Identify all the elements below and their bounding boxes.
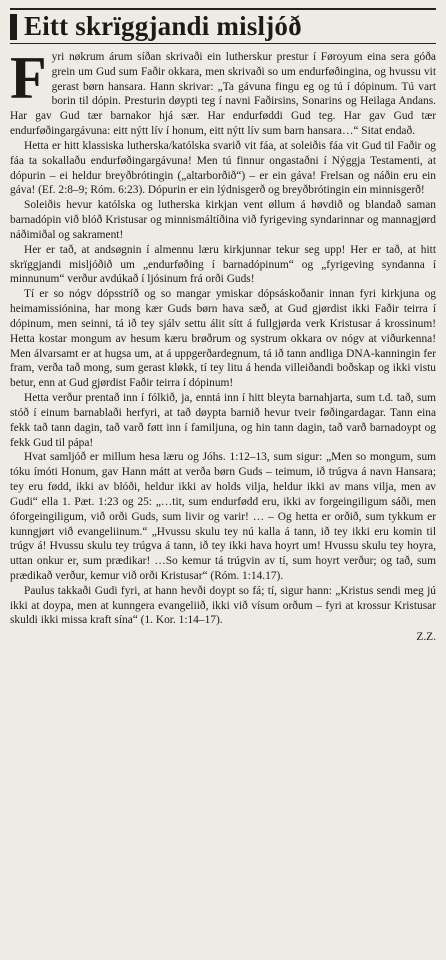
paragraph-6: Hetta verður prentað inn í fólkið, ja, enntá inn í hitt bleyta barnahjarta, sum t.d. tað, sum stóð í einum barnablaði herfyri, at tað døypta barnið hevur tveir føðingardagar. Tann eina fekk tað tann dagin, tað varð føtt inn í familjuna, og hin tann dagin, tað varð barnadoypt og fekk Gud til pápa! [10, 392, 436, 449]
drop-cap: F [10, 45, 47, 111]
paragraph-1: Fyri nøkrum árum síðan skrivaði ein lutherskur prestur í Føroyum eina sera góða grein um Gud sum Faðir okkara, men skrivaði so um endurføðingina, og hvussu vit gerast børn hansara. Hann skrivar: „Ta gávuna fingu eg og tú í dópinum. Tú vart borin til dópin. Presturin døypti teg í navni Faðirsins, Sonarins og Heilaga Andans. Har gav Gud tær barnakor hjá sær. Har endurføddi Gud teg. Har gav Gud tær endurføðingargávuna: eitt nýtt lív í honum, eitt nýtt lív sum barn hansara…“ Sitat endað. [10, 45, 436, 138]
paragraph-3: Soleiðis hevur katólska og lutherska kirkjan vent øllum á høvdið og blandað saman barnadópin við blóð Kristusar og minnismáltíðina við fyrigeving syndarinnar og mannagjørd náðimiðal og sakrament! [10, 199, 436, 241]
paragraph-2: Hetta er hitt klassiska lutherska/katólska svarið vit fáa, at soleiðis fáa vit Gud til Faðir og fáa ta sokallaðu endurføðingargávuna! Men tú finnur ongastaðni í Nýggja Testamenti, at dópurin – ei heldur breyðbrótingin („altarborðið“) – er ein gáva! Frelsan og náðin eru ein gáva! (Ef. 2:8–9; Róm. 6:23). Dópurin er ein lýdnisgerð og breyðbrótingin ein minnisgerð! [10, 139, 436, 197]
title-marker [10, 14, 17, 40]
paragraph-5: Tí er so nógv dópsstríð og so mangar ymiskar dópsáskoðanir innan fyri kirkjuna og heimamissiónina, har mong kær Guds børn hava sæð, at Gud gjørdist ikki Faðir teirra í dópinum, men seinni, tá ið tey sjálv settu álit sítt á fullgjørda verk Kristusar á krossinum! Hetta kostar mongum av hesum kæru brøðrum og systrum okkara ov nógv at viðurkenna! Men álvarsamt er at hugsa um, at á uppgerðardegnum, tá ið tann andliga DNA-kanningin fer fram, verða tað mong, sum gerast kløkk, tí tey litu á henda villeiðandi boðskap og ikki vistu betur, enn at Gud gjørdist Faðir teirra í dópinum! [10, 288, 436, 390]
paragraph-7: Hvat samljóð er millum hesa læru og Jóhs. 1:12–13, sum sigur: „Men so mongum, sum tóku ímóti Honum, gav Hann mátt at verða børn Guds – teimum, ið trúgva á navn Hansara; tey eru fødd, ikki av blóði, heldur ikki av holds vilja, heldur ikki av mans vilja, men av Gudi“ ella 1. Pæt. 1:23 og 25: „…tit, sum endurfødd eru, ikki av forgeingiligum sáði, men óforgeingiligum, við orði Guds, sum livir og varir! … – Og hetta er orðið, sum tykkum er kunngjørt við evangeliinum.“ „Hvussu skulu tey nú kalla á tann, ið tey ikki eru komin til trúgv á! Hvussu skulu tey trúgva á tann, ið tey ikki hava hoyrt um! Hvussu skulu tey hoyra, uttan onkur er, sum prædikar! …So kemur tá trúgvin av tí, sum hoyrt verður; og tað, sum prædikað verður, kemur við orði Kristusar“ (Róm. 1:14.17). [10, 451, 436, 582]
article-body [10, 45, 436, 645]
signature: Z.Z. [416, 631, 436, 644]
article-title: Eitt skrïggjandi misljóð [24, 11, 302, 41]
paragraph-8: Paulus takkaði Gudi fyri, at hann hevði doypt so fá; tí, sigur hann: „Kristus sendi meg jú ikki at doypa, men at kunngera evangeliið, ikki við vísum orðum – fyri at krossur Kristusar skuldi ikki missa kraft sína“ (1. Kor. 1:14–17). [10, 584, 436, 627]
paragraph-4: Her er tað, at andsøgnin í almennu læru kirkjunnar tekur seg upp! Her er tað, at hitt skrïggjandi misljóðið um „endurføðing í barnadópinum“ og „fyrigeving syndanna í minnunum“ verður avdúkað í ljósinum frá orði Guds! [10, 243, 436, 286]
title-bar [10, 8, 436, 44]
